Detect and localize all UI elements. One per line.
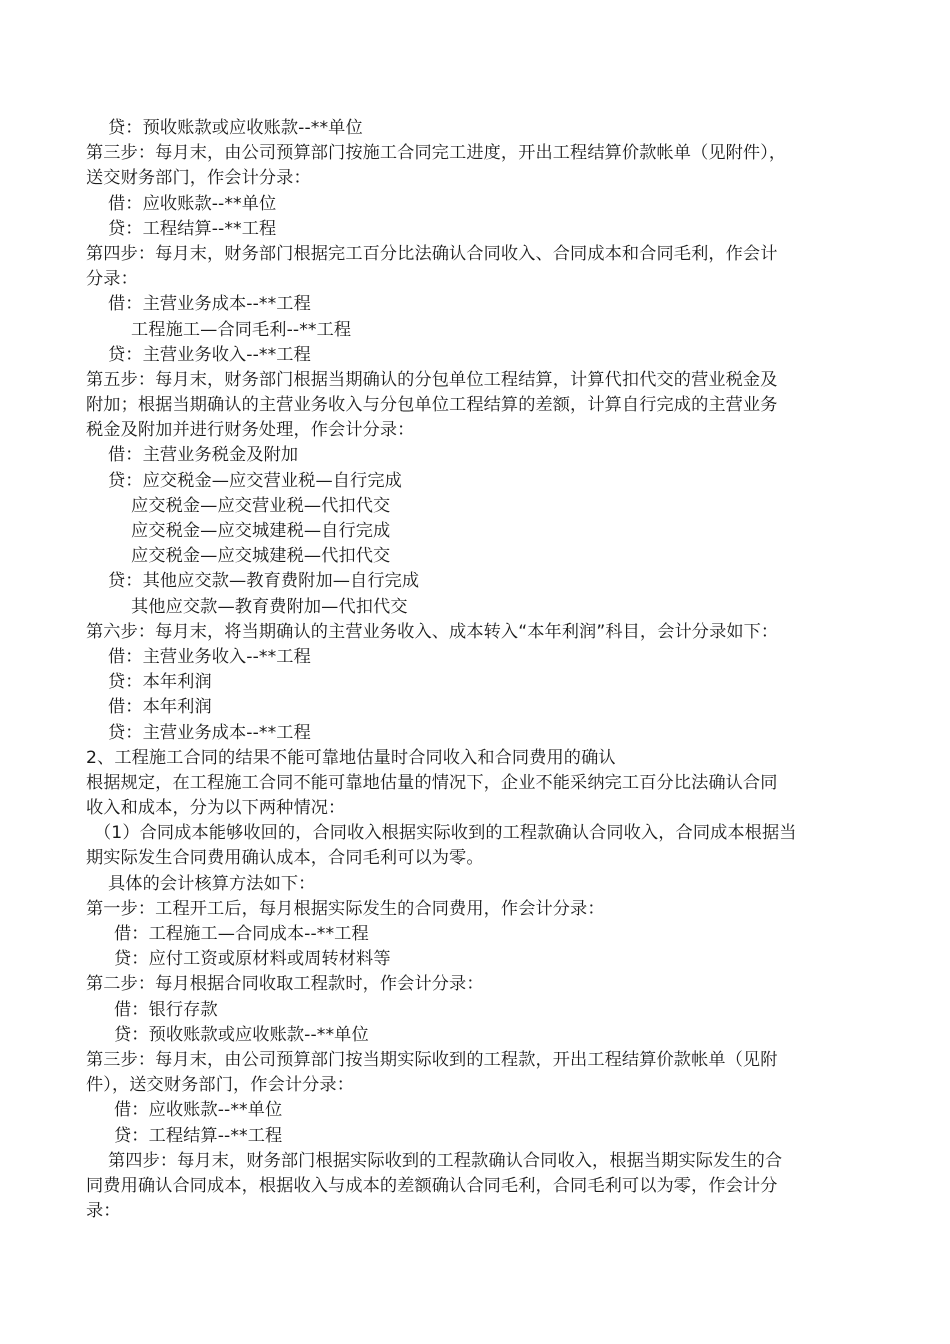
text-line: 第五步：每月末，财务部门根据当期确认的分包单位工程结算，计算代扣代交的营业税金及: [86, 369, 778, 390]
text-line: 借：应收账款--**单位: [114, 1100, 283, 1121]
text-line: 第一步：工程开工后，每月根据实际发生的合同费用，作会计分录：: [86, 898, 605, 919]
text-line: 借：主营业务成本--**工程: [108, 294, 311, 315]
text-line: 期实际发生合同费用确认成本，合同毛利可以为零。: [86, 848, 484, 869]
text-line: 第四步：每月末，财务部门根据完工百分比法确认合同收入、合同成本和合同毛利，作会计: [86, 243, 778, 264]
text-line: （1）合同成本能够收回的，合同收入根据实际收到的工程款确认合同收入，合同成本根据当: [94, 823, 797, 844]
text-line: 贷：预收账款或应收账款--**单位: [108, 118, 363, 138]
document-body: [86, 116, 864, 1224]
text-line: 第三步：每月末，由公司预算部门按施工合同完工进度，开出工程结算价款帐单（见附件），: [86, 143, 787, 164]
text-line: 贷：工程结算--**工程: [108, 218, 277, 239]
text-line: 借：主营业务收入--**工程: [108, 646, 311, 667]
text-line: 贷：工程结算--**工程: [114, 1125, 283, 1146]
text-line: 分录：: [86, 269, 138, 290]
text-line: 贷：主营业务收入--**工程: [108, 344, 311, 365]
text-line: 借：银行存款: [114, 999, 218, 1020]
text-line: 工程施工—合同毛利--**工程: [131, 319, 352, 340]
text-line: 税金及附加并进行财务处理，作会计分录：: [86, 420, 415, 441]
text-line: 应交税金—应交营业税—代扣代交: [131, 495, 391, 516]
text-line: 贷：本年利润: [108, 672, 212, 693]
text-line: 第三步：每月末，由公司预算部门按当期实际收到的工程款，开出工程结算价款帐单（见附: [86, 1049, 778, 1070]
text-line: 具体的会计核算方法如下：: [108, 873, 316, 894]
text-line: 贷：应付工资或原材料或周转材料等: [114, 949, 391, 970]
text-line: 借：应收账款--**单位: [108, 193, 277, 214]
text-line: 贷：主营业务成本--**工程: [108, 722, 311, 743]
text-line: 送交财务部门，作会计分录：: [86, 168, 311, 189]
text-line: 第四步：每月末，财务部门根据实际收到的工程款确认合同收入，根据当期实际发生的合: [108, 1150, 783, 1171]
text-line: 件），送交财务部门，作会计分录：: [86, 1075, 355, 1096]
text-line: 其他应交款—教育费附加—代扣代交: [131, 596, 408, 617]
text-line: 录：: [86, 1201, 121, 1222]
text-line: 借：主营业务税金及附加: [108, 445, 299, 466]
section-heading: 2、工程施工合同的结果不能可靠地估量时合同收入和合同费用的确认: [86, 747, 616, 768]
text-line: 附加；根据当期确认的主营业务收入与分包单位工程结算的差额，计算自行完成的主营业务: [86, 395, 778, 416]
text-line: 借：本年利润: [108, 697, 212, 718]
text-line: 第六步：每月末，将当期确认的主营业务收入、成本转入“本年利润”科目，会计分录如下：: [86, 621, 779, 642]
text-line: 根据规定，在工程施工合同不能可靠地估量的情况下，企业不能采纳完工百分比法确认合同: [86, 772, 778, 793]
text-line: 应交税金—应交城建税—自行完成: [131, 521, 391, 541]
text-line: 收入和成本，分为以下两种情况：: [86, 798, 346, 819]
text-line: 贷：其他应交款—教育费附加—自行完成: [108, 571, 420, 592]
text-line: 应交税金—应交城建税—代扣代交: [131, 546, 391, 567]
text-line: 第二步：每月根据合同收取工程款时，作会计分录：: [86, 974, 484, 995]
text-line: 贷：预收账款或应收账款--**单位: [114, 1024, 369, 1045]
text-line: 同费用确认合同成本，根据收入与成本的差额确认合同毛利，合同毛利可以为零，作会计分: [86, 1175, 778, 1196]
text-line: 借：工程施工—合同成本--**工程: [114, 924, 369, 944]
text-line: 贷：应交税金—应交营业税—自行完成: [108, 470, 402, 491]
